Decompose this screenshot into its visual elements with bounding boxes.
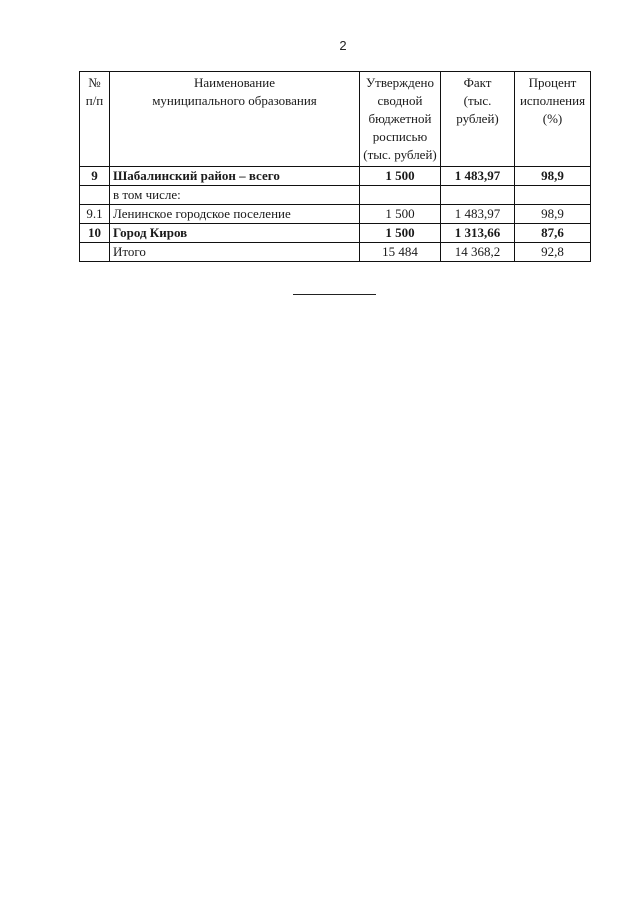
cell-approved: 1 500 bbox=[360, 167, 441, 186]
header-line: (%) bbox=[542, 111, 563, 126]
cell-num bbox=[80, 186, 110, 205]
cell-num: 9.1 bbox=[80, 205, 110, 224]
header-line: № bbox=[88, 75, 101, 90]
cell-num: 10 bbox=[80, 224, 110, 243]
header-line: рублей) bbox=[456, 111, 499, 126]
page-number: 2 bbox=[339, 38, 347, 53]
table-row bbox=[80, 205, 591, 224]
header-line: росписью bbox=[372, 129, 428, 144]
cell-approved: 1 500 bbox=[360, 224, 441, 243]
header-name bbox=[110, 72, 360, 167]
table-row bbox=[80, 224, 591, 243]
header-percent bbox=[515, 72, 591, 167]
header-line: Наименование bbox=[194, 75, 275, 90]
header-line: Утверждено bbox=[365, 75, 435, 90]
table-row bbox=[80, 243, 591, 262]
cell-fact bbox=[441, 186, 515, 205]
table-row bbox=[80, 167, 591, 186]
cell-percent: 98,9 bbox=[515, 167, 591, 186]
cell-percent: 98,9 bbox=[515, 205, 591, 224]
table-header-row bbox=[80, 72, 591, 167]
cell-name: Город Киров bbox=[110, 224, 360, 243]
header-num bbox=[80, 72, 110, 167]
cell-fact: 14 368,2 bbox=[441, 243, 515, 262]
cell-name: Ленинское городское поселение bbox=[110, 205, 360, 224]
cell-fact: 1 483,97 bbox=[441, 205, 515, 224]
header-line: исполнения bbox=[519, 93, 586, 108]
cell-approved: 15 484 bbox=[360, 243, 441, 262]
header-line: Процент bbox=[528, 75, 577, 90]
header-fact bbox=[441, 72, 515, 167]
cell-approved bbox=[360, 186, 441, 205]
budget-execution-table bbox=[79, 71, 591, 262]
header-line: (тыс. рублей) bbox=[363, 147, 437, 162]
cell-percent bbox=[515, 186, 591, 205]
table-row bbox=[80, 186, 591, 205]
cell-fact: 1 483,97 bbox=[441, 167, 515, 186]
header-line: Факт bbox=[463, 75, 492, 90]
cell-name: в том числе: bbox=[110, 186, 360, 205]
cell-name: Шабалинский район – всего bbox=[110, 167, 360, 186]
cell-approved: 1 500 bbox=[360, 205, 441, 224]
cell-num: 9 bbox=[80, 167, 110, 186]
header-approved bbox=[360, 72, 441, 167]
header-line: п/п bbox=[85, 93, 104, 108]
header-line: бюджетной bbox=[368, 111, 432, 126]
header-line: (тыс. bbox=[463, 93, 492, 108]
cell-fact: 1 313,66 bbox=[441, 224, 515, 243]
cell-name: Итого bbox=[110, 243, 360, 262]
header-line: муниципального образования bbox=[152, 93, 317, 108]
cell-num bbox=[80, 243, 110, 262]
header-line: сводной bbox=[377, 93, 423, 108]
cell-percent: 87,6 bbox=[515, 224, 591, 243]
end-separator-line bbox=[293, 294, 376, 295]
cell-percent: 92,8 bbox=[515, 243, 591, 262]
